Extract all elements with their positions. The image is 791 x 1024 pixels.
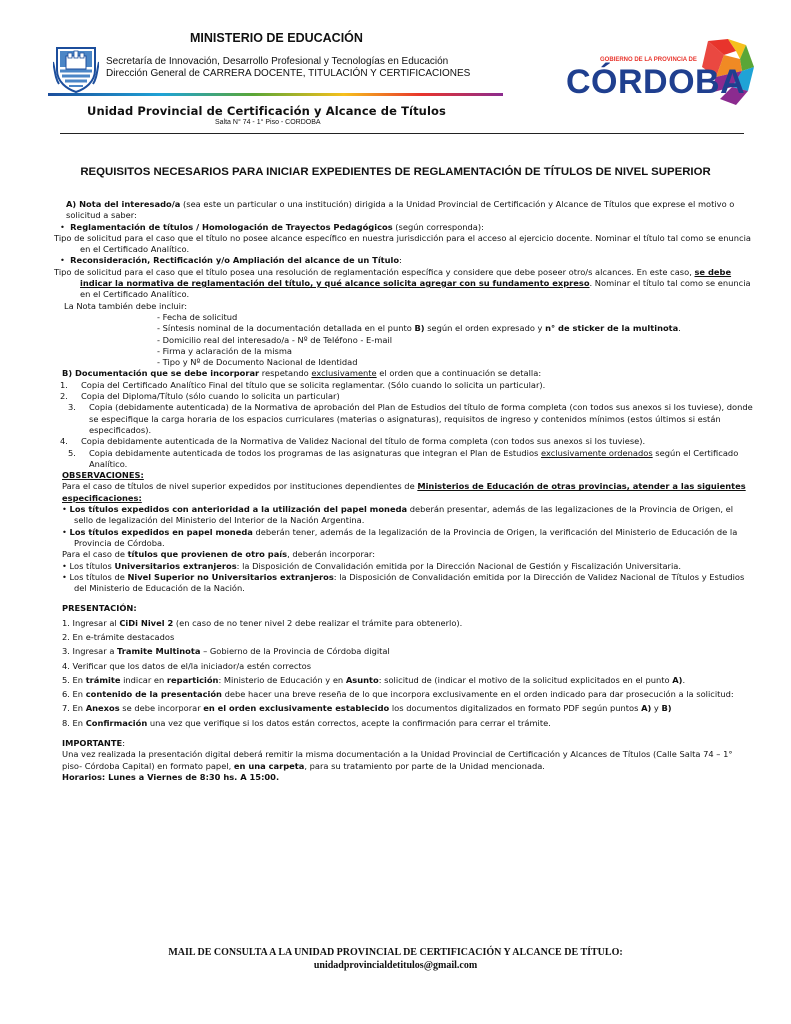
observations-heading: OBSERVACIONES: bbox=[62, 470, 144, 481]
presentation-step-1: 1. Ingresar al CiDi Nivel 2 (en caso de no tener nivel 2 debe realizar el trámite para obtenerlo). bbox=[62, 617, 463, 628]
section-a-bullet-1: • Reglamentación de títulos / Homologación de Trayectos Pedagógicos (según corresponda): bbox=[60, 221, 484, 232]
section-a-bullet-2-text: Tipo de solicitud para el caso que el título posea una resolución de reglamentación específica y considere que debe poseer otro/s alcances. En este caso, se debe indicar la normativa de reglamentación del título, y qué alcance solicita agregar con su fundamento expreso. Nominar el título tal como se enuncia en el Certificado Analítico. bbox=[54, 266, 751, 300]
important-text: Una vez realizada la presentación digital deberá remitir la misma documentación a la Unidad Provincial de Certificación y Alcances de Títulos (Calle Salta 74 – 1° piso- Córdoba Capital) en formato papel, en una carpeta, para su tratamiento por parte de la Unidad mencionada. bbox=[62, 749, 733, 771]
document-title: REQUISITOS NECESARIOS PARA INICIAR EXPEDIENTES DE REGLAMENTACIÓN DE TÍTULOS DE NIVEL SUPERIOR bbox=[80, 166, 711, 178]
observation-bullet-2: • Los títulos expedidos en papel moneda deberán tener, además de la legalización de la Provincia de Origen, la verificación del Ministerio de Educación de la Provincia de Córdoba. bbox=[62, 526, 738, 548]
direction-line: Dirección General de CARRERA DOCENTE, TITULACIÓN Y CERTIFICACIONES bbox=[106, 68, 471, 79]
unit-title: Unidad Provincial de Certificación y Alcance de Títulos bbox=[87, 104, 446, 118]
section-b-item-5: 5. Copia debidamente autenticada de todos los programas de las asignaturas que integran el Plan de Estudios exclusivamente ordenados según el Certificado Analítico. bbox=[68, 447, 739, 469]
presentation-step-7: 7. En Anexos se debe incorporar en el orden exclusivamente establecido los documentos digitalizados en formato PDF según puntos A) y B) bbox=[62, 703, 672, 714]
presentation-step-2: 2. En e-trámite destacados bbox=[62, 631, 175, 642]
logo-big-text: CÓRDOBA bbox=[566, 63, 746, 101]
section-b-item-3: 3. Copia (debidamente autenticada) de la Normativa de aprobación del Plan de Estudios del título de forma completa (con todos sus anexos si los tuviese), donde se especifique la carga horaria de los espacios curriculares (materias o asignaturas), requisitos de ingreso y contenidos mínimos (estos últimos si están especificados). bbox=[68, 402, 753, 435]
section-b-lead: B) Documentación que se debe incorporar respetando exclusivamente el orden que a continuación se detalla: bbox=[62, 368, 542, 379]
contact-mail-label: MAIL DE CONSULTA A LA UNIDAD PROVINCIAL DE CERTIFICACIÓN Y ALCANCE DE TÍTULO: bbox=[168, 947, 623, 958]
section-a-bullet-2: • Reconsideración, Rectificación y/o Ampliación del alcance de un Título: bbox=[60, 255, 402, 266]
section-b-item-4: 4. Copia debidamente autenticada de la Normativa de Validez Nacional del título de forma completa (con todos sus anexos si los tuviese). bbox=[60, 436, 646, 447]
logo-small-text: GOBIERNO DE LA PROVINCIA DE bbox=[600, 57, 697, 63]
important-heading: IMPORTANTE: bbox=[62, 738, 125, 749]
unit-address: Salta N° 74 - 1° Piso - CORDOBA bbox=[215, 119, 321, 126]
note-item-4: - Firma y aclaración de la misma bbox=[157, 345, 293, 356]
presentation-heading: PRESENTACIÓN: bbox=[62, 603, 137, 614]
observation-bullet-3: • Los títulos Universitarios extranjeros: la Disposición de Convalidación emitida por la Dirección Nacional de Gestión y Fiscalización Universitaria. bbox=[62, 560, 681, 571]
section-b-item-2: 2. Copia del Diploma/Título (sólo cuando lo solicita un particular) bbox=[60, 391, 340, 402]
province-shield-logo bbox=[53, 44, 99, 94]
ministry-title: MINISTERIO DE EDUCACIÓN bbox=[190, 31, 363, 45]
presentation-step-6: 6. En contenido de la presentación debe hacer una breve reseña de lo que incorpora exclusivamente en el orden indicado para dar prosecución a la solicitud: bbox=[62, 689, 734, 700]
header-rule bbox=[60, 133, 744, 134]
foreign-titles-intro: Para el caso de títulos que provienen de otro país, deberán incorporar: bbox=[62, 549, 375, 560]
section-a-bullet-1-text: Tipo de solicitud para el caso que el título no posee alcance específico en nuestra jurisdicción para el acceso al ejercicio docente. Nominar el título tal como se enuncia en el Certificado Analítico. bbox=[54, 232, 751, 255]
observation-bullet-1: • Los títulos expedidos con anterioridad a la utilización del papel moneda deberán presentar, además de las legalizaciones de la Provincia de Origen, el sello de legalización del Ministerio del Interior de la Nación Argentina. bbox=[62, 504, 734, 526]
note-intro: La Nota también debe incluir: bbox=[64, 300, 188, 311]
presentation-step-3: 3. Ingresar a Tramite Multinota – Gobierno de la Provincia de Córdoba digital bbox=[62, 646, 390, 657]
note-item-2: - Síntesis nominal de la documentación detallada en el punto B) según el orden expresado y n° de sticker de la multinota. bbox=[157, 323, 681, 334]
cordoba-logo bbox=[560, 37, 756, 109]
section-b-item-1: 1. Copia del Certificado Analítico Final del título que se solicita reglamentar. (Sólo cuando lo solicita un particular). bbox=[60, 379, 546, 390]
observation-bullet-4: • Los títulos de Nivel Superior no Universitarios extranjeros: la Disposición de Convalidación emitida por la Dirección de Validez Nacional de Títulos y Estudios del Ministerio de Educación de la Nación. bbox=[62, 571, 745, 594]
note-item-5: - Tipo y Nº de Documento Nacional de Identidad bbox=[157, 357, 358, 368]
rainbow-divider bbox=[48, 93, 503, 96]
document-body bbox=[54, 199, 754, 783]
note-item-3: - Domicilio real del interesado/a - Nº de Teléfono - E-mail bbox=[157, 334, 393, 345]
presentation-step-5: 5. En trámite indicar en repartición: Ministerio de Educación y en Asunto: solicitud de (indicar el motivo de la solicitud explicitados en el punto A). bbox=[62, 674, 686, 685]
note-item-1: - Fecha de solicitud bbox=[157, 311, 238, 322]
secretariat-line: Secretaría de Innovación, Desarrollo Profesional y Tecnologías en Educación bbox=[106, 56, 449, 67]
presentation-step-4: 4. Verificar que los datos de el/la iniciador/a estén correctos bbox=[62, 660, 312, 671]
contact-email[interactable]: unidadprovincialdetitulos@gmail.com bbox=[313, 960, 478, 971]
presentation-step-8: 8. En Confirmación una vez que verifique si los datos están correctos, acepte la confirmación para cerrar el trámite. bbox=[62, 717, 551, 728]
office-hours: Horarios: Lunes a Viernes de 8:30 hs. A 15:00. bbox=[62, 771, 280, 782]
section-a-lead: A) Nota del interesado/a (sea este un particular o una institución) dirigida a la Unidad Provincial de Certificación y Alcance de Títulos que exprese el motivo o solicitud a saber: bbox=[66, 199, 735, 221]
observations-intro: Para el caso de títulos de nivel superior expedidos por instituciones dependientes de Ministerios de Educación de otras provincias, atender a las siguientes especificaciones: bbox=[62, 481, 746, 503]
